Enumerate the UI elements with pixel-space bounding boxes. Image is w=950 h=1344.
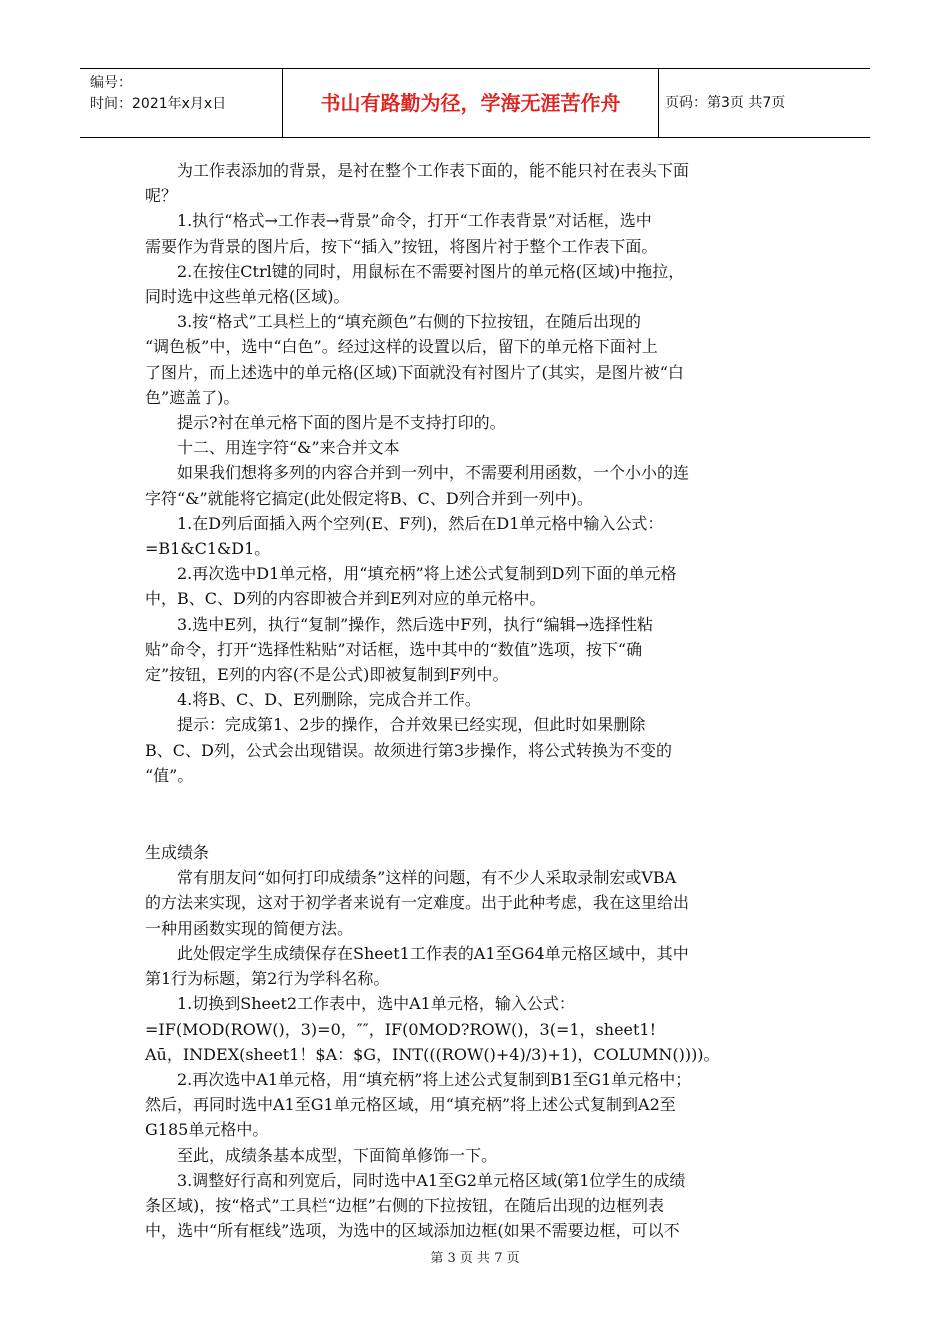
text-line: 条区域)，按“格式”工具栏“边框”右侧的下拉按钮，在随后出现的边框列表	[145, 1195, 664, 1215]
header-page-info: 页码：第3页 共7页	[665, 95, 786, 111]
text-line: B、C、D列，公式会出现错误。故须进行第3步操作，将公式转换为不变的	[145, 740, 673, 760]
section-gap	[145, 788, 807, 840]
text-line: 1.在D列后面插入两个空列(E、F列)，然后在D1单元格中输入公式：	[177, 513, 664, 533]
text-line: 3.按“格式”工具栏上的“填充颜色”右侧的下拉按钮，在随后出现的	[177, 312, 641, 332]
text-line: 常有朋友问“如何打印成绩条”这样的问题，有不少人采取录制宏或VBA	[177, 868, 677, 888]
header-meta	[90, 73, 226, 115]
text-line: 贴”命令，打开“选择性粘贴”对话框，选中其中的“数值”选项，按下“确	[145, 639, 643, 659]
text-line: 同时选中这些单元格(区域)。	[145, 287, 350, 307]
text-line: 2.再次选中D1单元格，用“填充柄”将上述公式复制到D列下面的单元格	[177, 564, 677, 584]
text-line: 中，选中“所有框线”选项，为选中的区域添加边框(如果不需要边框，可以不	[145, 1221, 680, 1241]
text-line: 至此，成绩条基本成型，下面简单修饰一下。	[177, 1145, 498, 1165]
text-line: 提示?衬在单元格下面的图片是不支持打印的。	[177, 413, 506, 433]
text-line: “值”。	[145, 765, 194, 785]
text-line: “调色板”中，选中“白色”。经过这样的设置以后，留下的单元格下面衬上	[145, 337, 658, 357]
text-line: 2.在按住Ctrl键的同时，用鼠标在不需要衬图片的单元格(区域)中拖拉，	[177, 261, 685, 281]
text-line: 字符“&”就能将它搞定(此处假定将B、C、D列合并到一列中)。	[145, 488, 593, 508]
text-line: 定”按钮，E列的内容(不是公式)即被复制到F列中。	[145, 665, 509, 685]
text-line: 第1行为标题，第2行为学科名称。	[145, 969, 390, 989]
text-line: 2.再次选中A1单元格，用“填充柄”将上述公式复制到B1至G1单元格中；	[177, 1069, 692, 1089]
page-header	[80, 68, 870, 138]
text-line: 需要作为背景的图片后，按下“插入”按钮，将图片衬于整个工作表下面。	[145, 236, 658, 256]
text-line: 了图片，而上述选中的单元格(区域)下面就没有衬图片了(其实，是图片被“白	[145, 362, 684, 382]
text-line: 一种用函数实现的简便方法。	[145, 918, 354, 938]
document-body	[145, 158, 807, 1243]
header-motto: 书山有路勤为径，学海无涯苦作舟	[320, 91, 621, 115]
text-line: =B1&C1&D1。	[145, 539, 271, 559]
page-footer: 第 3 页 共 7 页	[430, 1251, 520, 1266]
text-line: 然后，再同时选中A1至G1单元格区域，用“填充柄”将上述公式复制到A2至	[145, 1095, 676, 1115]
text-line: 提示：完成第1、2步的操作，合并效果已经实现，但此时如果删除	[177, 715, 646, 735]
text-line: 此处假定学生成绩保存在Sheet1工作表的A1至G64单元格区域中，其中	[177, 943, 689, 963]
number-label: 编号：	[90, 75, 132, 91]
section-heading: 十二、用连字符“&”来合并文本	[177, 438, 400, 458]
text-line: 3.调整好行高和列宽后，同时选中A1至G2单元格区域(第1位学生的成绩	[177, 1170, 686, 1190]
text-line: 如果我们想将多列的内容合并到一列中，不需要利用函数，一个小小的连	[177, 463, 690, 483]
text-line: 色”遮盖了)。	[145, 387, 240, 407]
section-heading: 生成绩条	[145, 843, 210, 863]
formula-line: Aū，INDEX(sheet1！$A：$G，INT(((ROW()+4)/3)+1)，COLUMN())))。	[145, 1044, 720, 1064]
text-line: 1.切换到Sheet2工作表中，选中A1单元格，输入公式：	[177, 994, 575, 1014]
date-line: 时间：2021年x月x日	[90, 96, 227, 112]
text-line: 为工作表添加的背景，是衬在整个工作表下面的，能不能只衬在表头下面	[177, 161, 690, 180]
header-divider	[658, 69, 659, 137]
text-line: 3.选中E列，执行“复制”操作，然后选中F列，执行“编辑→选择性粘	[177, 614, 653, 634]
formula-line: =IF(MOD(ROW()，3)=0，″″，IF(0MOD?ROW()，3(=1，sheet1!	[145, 1019, 657, 1039]
text-line: 4.将B、C、D、E列删除，完成合并工作。	[177, 690, 481, 710]
text-line: 的方法来实现，这对于初学者来说有一定难度。出于此种考虑，我在这里给出	[145, 893, 690, 913]
text-line: 中，B、C、D列的内容即被合并到E列对应的单元格中。	[145, 589, 546, 609]
text-line: G185单元格中。	[145, 1120, 269, 1140]
text-line: 1.执行“格式→工作表→背景”命令，打开“工作表背景”对话框，选中	[177, 211, 652, 231]
text-line: 呢？	[145, 186, 178, 206]
